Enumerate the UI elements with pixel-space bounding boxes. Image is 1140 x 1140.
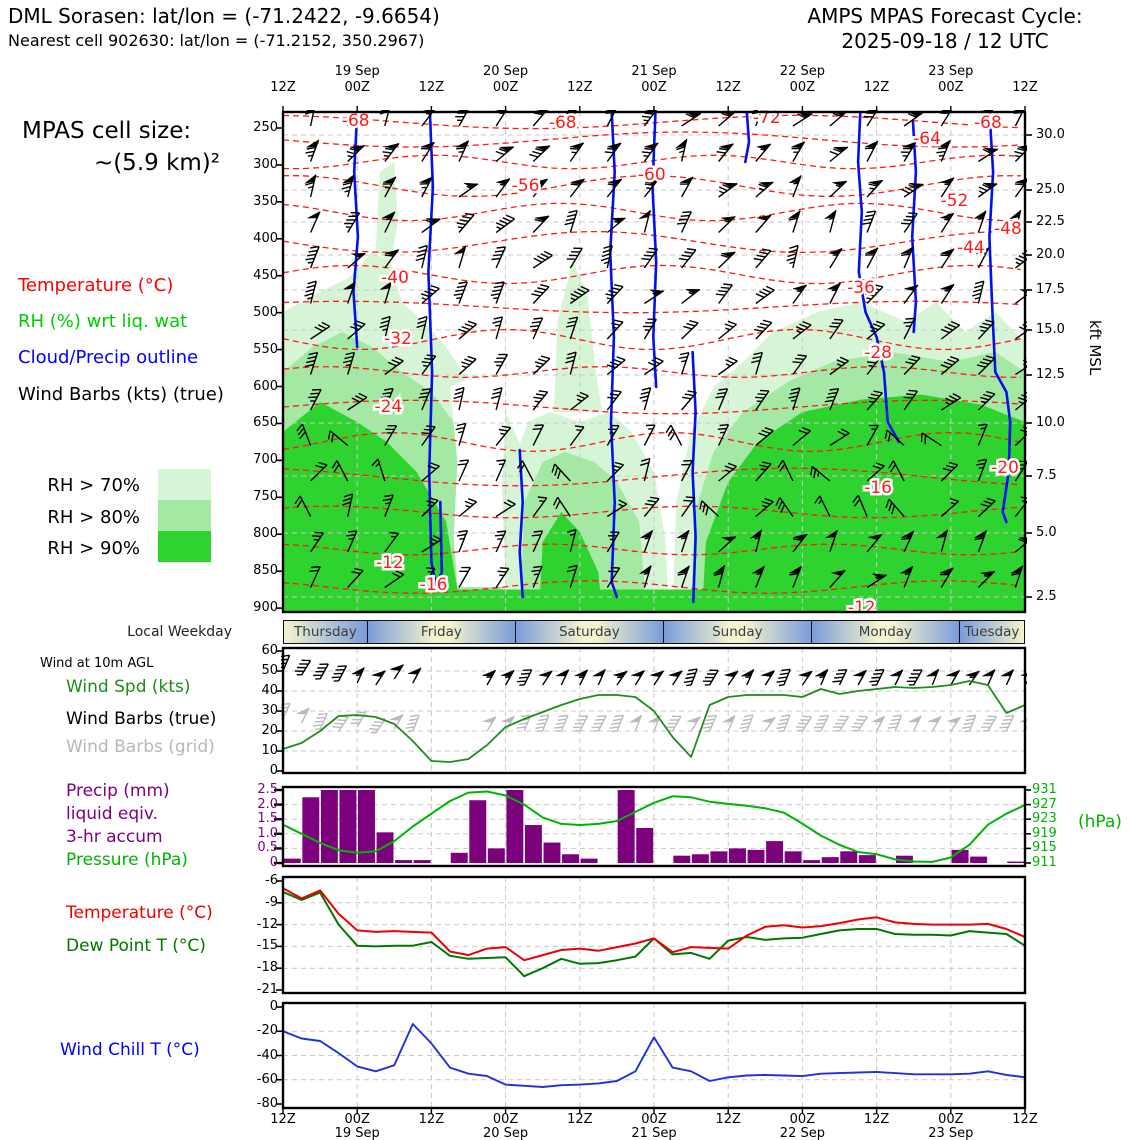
cell-size-line1: MPAS cell size: — [22, 118, 192, 144]
top-time-tick: 12Z — [863, 80, 890, 95]
weekday-label: Tuesday — [964, 624, 1020, 640]
legend-temperature: Temperature (°C) — [18, 275, 174, 296]
kft-tick: 10.0 — [1036, 415, 1065, 430]
svg-text:-16: -16 — [864, 478, 892, 498]
precip-ytick: 1.0 — [257, 825, 278, 841]
pressure-tick: 700 — [253, 452, 278, 468]
bottom-time-tick: 12Z — [1012, 1112, 1038, 1127]
bottom-time-tick: 00Z — [789, 1112, 816, 1127]
bottom-time-tick: 12Z — [715, 1112, 741, 1127]
weekday-label: Friday — [420, 624, 462, 640]
wind-ytick: 20 — [261, 723, 278, 738]
pressure-ytick: 931 — [1032, 782, 1057, 797]
svg-text:-32: -32 — [384, 329, 412, 349]
svg-text:-12: -12 — [375, 553, 404, 573]
pressure-tick: 850 — [253, 563, 278, 579]
wind-spd-label: Wind Spd (kts) — [66, 677, 191, 697]
weekday-label: Monday — [858, 624, 913, 640]
legend-wind-barbs: Wind Barbs (kts) (true) — [18, 384, 224, 405]
wind-ytick: 60 — [261, 643, 278, 658]
chill-ytick: -20 — [256, 1023, 278, 1039]
svg-text:-64: -64 — [913, 129, 941, 149]
top-date-tick: 22 Sep — [779, 64, 825, 79]
pressure-tick: 300 — [253, 156, 278, 172]
temp-ytick: -18 — [256, 960, 278, 976]
rh70-label: RH > 70% — [47, 475, 140, 496]
bottom-date-tick: 19 Sep — [334, 1126, 380, 1140]
weekday-band — [283, 620, 1025, 644]
bottom-time-tick: 12Z — [567, 1112, 593, 1127]
svg-text:-56: -56 — [511, 176, 540, 196]
bottom-time-tick: 00Z — [344, 1112, 370, 1127]
bottom-time-tick: 00Z — [492, 1112, 519, 1127]
weekday-segment — [367, 621, 515, 643]
precip-ytick: 0 — [269, 855, 278, 870]
local-weekday-label: Local Weekday — [127, 624, 232, 640]
temperature-panel — [281, 875, 1027, 995]
temp-ytick: -9 — [265, 894, 278, 910]
pressure-tick: 750 — [253, 489, 278, 505]
precip-label-3: 3-hr accum — [66, 827, 163, 847]
chill-ytick: -40 — [256, 1047, 278, 1063]
kft-tick: 20.0 — [1036, 247, 1065, 262]
precip-ytick: 2.0 — [257, 796, 278, 812]
weekday-segment — [959, 621, 1024, 643]
top-time-tick: 12Z — [418, 80, 445, 95]
top-date-tick: 19 Sep — [334, 64, 380, 79]
pressure-ytick: 915 — [1032, 840, 1057, 856]
wind-barbs-true-label: Wind Barbs (true) — [66, 709, 217, 729]
precip-label-1: Precip (mm) — [66, 781, 170, 801]
top-time-tick: 00Z — [938, 80, 964, 95]
legend-cloud-outline: Cloud/Precip outline — [18, 347, 199, 368]
pressure-tick: 250 — [253, 120, 278, 135]
bottom-date-tick: 21 Sep — [631, 1126, 677, 1140]
top-time-tick: 12Z — [270, 80, 296, 95]
wind-barbs-grid-label: Wind Barbs (grid) — [66, 737, 215, 757]
svg-text:-68: -68 — [974, 113, 1002, 133]
pressure-tick: 350 — [253, 193, 278, 209]
chill-ytick: -60 — [256, 1071, 278, 1087]
top-date-tick: 20 Sep — [483, 64, 529, 79]
rh90-label: RH > 90% — [47, 538, 140, 559]
rh70-swatch — [158, 469, 211, 500]
wind-ytick: 40 — [261, 683, 278, 698]
wind-ytick: 30 — [261, 703, 278, 718]
weekday-segment — [515, 621, 663, 643]
pressure-tick: 500 — [253, 304, 278, 320]
top-time-tick: 12Z — [715, 80, 741, 95]
pressure-label: Pressure (hPa) — [66, 850, 188, 870]
temp-ytick: -21 — [256, 982, 278, 997]
svg-text:-48: -48 — [994, 219, 1022, 239]
top-time-tick: 00Z — [641, 80, 667, 95]
svg-text:-20: -20 — [991, 458, 1019, 478]
pressure-ytick: 919 — [1032, 825, 1057, 841]
pressure-tick: 450 — [253, 267, 278, 283]
kft-tick: 17.5 — [1036, 282, 1065, 297]
wind-ytick: 0 — [269, 763, 278, 778]
svg-text:-72: -72 — [752, 110, 781, 128]
pressure-tick: 650 — [253, 415, 278, 431]
wind-chill-label: Wind Chill T (°C) — [60, 1040, 200, 1060]
pressure-tick: 900 — [253, 600, 278, 616]
wind-chill-panel — [281, 1001, 1027, 1110]
chill-ytick: 0 — [269, 999, 278, 1014]
weekday-label: Saturday — [558, 624, 620, 640]
svg-text:-40: -40 — [381, 268, 409, 288]
bottom-time-tick: 12Z — [418, 1112, 445, 1127]
kft-tick: 15.0 — [1036, 322, 1065, 337]
kft-tick: 25.0 — [1036, 182, 1065, 197]
precip-ytick: 0.5 — [257, 840, 278, 856]
svg-text:-68: -68 — [548, 113, 577, 133]
pressure-tick: 800 — [253, 526, 278, 542]
precip-panel — [281, 785, 1027, 868]
bottom-date-tick: 23 Sep — [928, 1126, 974, 1140]
svg-text:-52: -52 — [940, 191, 969, 211]
svg-text:-60: -60 — [637, 165, 666, 185]
precip-ytick: 2.5 — [257, 782, 278, 797]
pressure-ytick: 927 — [1032, 796, 1057, 812]
wind-ytick: 10 — [261, 743, 278, 758]
top-time-tick: 12Z — [567, 80, 593, 95]
svg-text:-28: -28 — [864, 343, 892, 363]
weekday-label: Thursday — [294, 624, 357, 640]
weekday-label: Sunday — [712, 624, 763, 640]
chill-ytick: -80 — [256, 1096, 278, 1111]
top-date-tick: 21 Sep — [631, 64, 677, 79]
top-time-tick: 12Z — [1012, 80, 1038, 95]
pressure-tick: 400 — [253, 230, 278, 246]
rh80-swatch — [158, 500, 211, 531]
temp-ytick: -6 — [265, 873, 278, 888]
forecast-cycle-title: AMPS MPAS Forecast Cycle: — [807, 4, 1083, 28]
cell-size-line2: ~(5.9 km)² — [93, 150, 220, 176]
svg-text:-12: -12 — [847, 598, 876, 614]
pressure-ytick: 923 — [1032, 811, 1057, 827]
temp-ytick: -15 — [256, 938, 278, 954]
pressure-tick: 550 — [253, 341, 278, 357]
rh90-swatch — [158, 531, 211, 562]
bottom-date-tick: 22 Sep — [779, 1126, 825, 1140]
weekday-segment — [284, 621, 367, 643]
rh80-label: RH > 80% — [47, 507, 140, 528]
wind-ytick: 50 — [261, 663, 278, 678]
svg-text:-68: -68 — [341, 111, 370, 131]
svg-text:-24: -24 — [374, 397, 403, 417]
cross-section-panel — [281, 110, 1027, 614]
bottom-time-tick: 00Z — [641, 1112, 667, 1127]
kft-tick: 5.0 — [1036, 525, 1057, 540]
kft-tick: 2.5 — [1036, 589, 1057, 604]
kft-tick: 30.0 — [1036, 127, 1065, 142]
temperature-label: Temperature (°C) — [66, 903, 213, 923]
weekday-segment — [663, 621, 811, 643]
dew-point-label: Dew Point T (°C) — [66, 936, 206, 956]
bottom-time-tick: 12Z — [270, 1112, 296, 1127]
pressure-tick: 600 — [253, 378, 278, 394]
weekday-segment — [811, 621, 959, 643]
kft-tick: 22.5 — [1036, 214, 1065, 229]
top-time-tick: 00Z — [344, 80, 370, 95]
svg-text:-36: -36 — [847, 278, 875, 298]
station-title: DML Sorasen: lat/lon = (-71.2422, -9.6654) — [8, 4, 440, 28]
svg-text:-16: -16 — [419, 575, 448, 595]
legend-rh: RH (%) wrt liq. wat — [18, 311, 188, 332]
svg-text:-44: -44 — [956, 238, 985, 258]
precip-label-2: liquid eqiv. — [66, 804, 159, 824]
bottom-date-tick: 20 Sep — [483, 1126, 529, 1140]
precip-ytick: 1.5 — [257, 811, 278, 827]
top-time-tick: 00Z — [789, 80, 816, 95]
bottom-time-tick: 00Z — [938, 1112, 964, 1127]
forecast-cycle-date: 2025-09-18 / 12 UTC — [841, 29, 1049, 53]
top-date-tick: 23 Sep — [928, 64, 974, 79]
wind10m-title: Wind at 10m AGL — [40, 656, 154, 671]
top-time-tick: 00Z — [492, 80, 519, 95]
kft-axis-label: kft MSL — [1086, 320, 1104, 376]
bottom-time-tick: 12Z — [863, 1112, 890, 1127]
kft-tick: 12.5 — [1036, 367, 1065, 382]
temp-ytick: -12 — [256, 916, 278, 932]
pressure-unit-label: (hPa) — [1078, 812, 1122, 832]
kft-tick: 7.5 — [1036, 468, 1057, 483]
wind10m-panel — [281, 646, 1027, 775]
station-subtitle: Nearest cell 902630: lat/lon = (-71.2152, 350.2967) — [8, 31, 425, 50]
pressure-ytick: 911 — [1032, 855, 1057, 870]
